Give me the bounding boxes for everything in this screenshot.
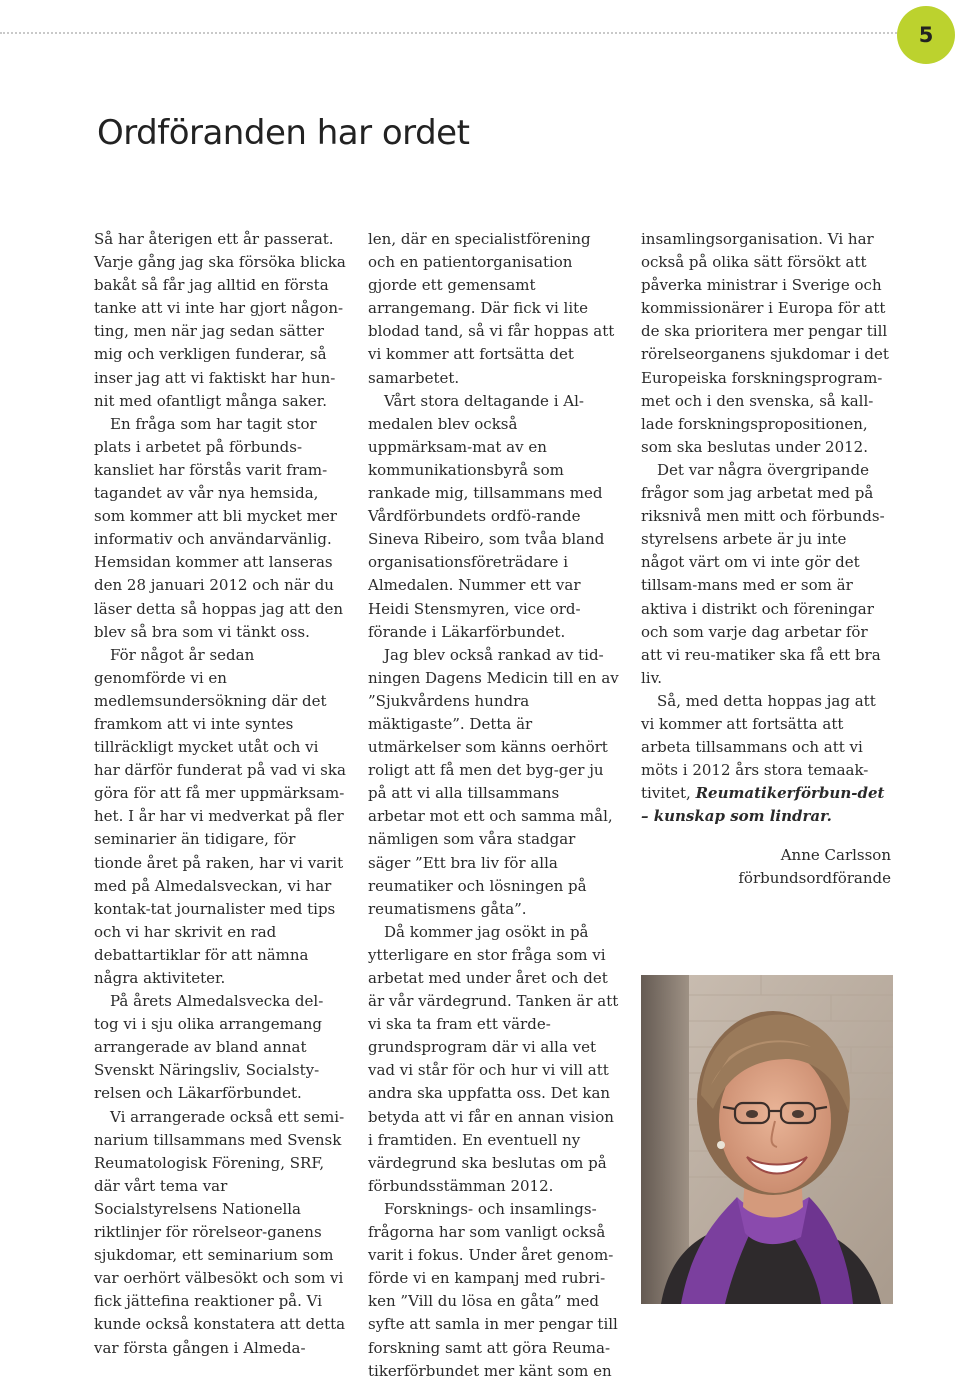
paragraph: Vi arrangerade också ett semi-narium tillsammans med Svensk Reumatologisk Förening, SRF, där vårt tema var Socialstyrelsens Nationella riktlinjer för rörelseor-ganens sjukdomar, ett seminarium som var oerhört välbesökt och som vi fick jättefina reaktioner på. Vi kunde också konstatera att detta var första gången i Almeda- bbox=[94, 1107, 346, 1357]
paragraph bbox=[641, 690, 893, 829]
closing-text: Så, med detta hoppas jag att vi kommer att fortsätta att arbeta tillsammans och att vi möts i 2012 års stora temaak-tivitet, bbox=[641, 691, 876, 803]
paragraph: len, där en specialistförening och en patientorganisation gjorde ett gemensamt arrangemang. Där fick vi lite blodad tand, så vi får hoppas att vi kommer att fortsätta det samarbetet. bbox=[368, 230, 615, 387]
page-number: 5 bbox=[918, 23, 934, 47]
column-3 bbox=[641, 228, 893, 890]
slogan: Reumatikerförbun-det – kunskap som lindrar. bbox=[641, 784, 885, 826]
top-dotted-rule bbox=[0, 32, 904, 34]
signature bbox=[641, 844, 891, 890]
column-2 bbox=[368, 228, 620, 1383]
paragraph: Vårt stora deltagande i Al-medalen blev också uppmärksam-mat av en kommunikationsbyrå som rankade mig, tillsammans med Vårdförbundets ordfö-rande Sineva Ribeiro, som tvåa bland organisationsföreträdare i Almedalen. Nummer ett var Heidi Stensmyren, vice ord-förande i Läkarförbundet. bbox=[368, 391, 605, 641]
paragraph: Det var några övergripande frågor som jag arbetat med på riksnivå men mitt och förbunds-styrelsens arbete är ju inte något värt om vi inte gör det tillsam-mans med er som är aktiva i distrikt och föreningar och som varje dag arbetar för att vi reu-matiker ska få ett bra liv. bbox=[641, 460, 885, 687]
paragraph: Så har återigen ett år passerat. Varje gång jag ska försöka blicka bakåt så får jag alltid en första tanke att vi inte har gjort någon-ting, men när jag sedan sätter mig och verkligen funderar, så inser jag att vi faktiskt har hun-nit med ofantligt många saker. bbox=[94, 230, 346, 410]
paragraph: För något år sedan genomförde vi en medlemsundersökning där det framkom att vi inte syntes tillräckligt mycket utåt och vi har därför funderat på vad vi ska göra för att få mer uppmärksam-het. I år har vi medverkat på fler seminarier än tidigare, för tionde året på raken, har vi varit med på Almedalsveckan, vi har kontak-tat journalister med tips och vi har skrivit en rad debattartiklar för att nämna några aktiviteter. bbox=[94, 645, 346, 987]
paragraph: insamlingsorganisation. Vi har också på olika sätt försökt att påverka ministrar i Sverige och kommissionärer i Europa för att de ska prioritera mer pengar till rörelseorganens sjukdomar i det Europeiska forskningsprogram-met och i den svenska, så kall-lade forskningspropositionen, som ska beslutas under 2012. bbox=[641, 230, 889, 456]
paragraph: Då kommer jag osökt in på ytterligare en stor fråga som vi arbetat med under året och det är vår värdegrund. Tanken är att vi ska ta fram ett värde-grundsprogram där vi alla vet vad vi står för och hur vi vill att andra ska uppfatta oss. Det kan betyda att vi får en annan vision i framtiden. En eventuell ny värdegrund ska beslutas om på förbundsstämman 2012. bbox=[368, 922, 619, 1195]
column-1 bbox=[94, 228, 346, 1360]
paragraph: Forsknings- och insamlings-frågorna har som vanligt också varit i fokus. Under året genom-förde vi en kampanj med rubri-ken ”Vill du lösa en gåta” med syfte att samla in mer pengar till forskning samt att göra Reuma-tikerförbundet mer känt som en bbox=[368, 1199, 618, 1380]
paragraph: Jag blev också rankad av tid-ningen Dagens Medicin till en av ”Sjukvårdens hundra mäktigaste”. Detta är utmärkelser som känns oerhört roligt att få men det byg-ger ju på att vi alla tillsammans arbetar mot ett och samma mål, nämligen som våra stadgar säger ”Ett bra liv för alla reumatiker och lösningen på reumatismens gåta”. bbox=[368, 645, 619, 918]
page-number-badge bbox=[897, 6, 955, 64]
signature-name: Anne Carlsson bbox=[780, 846, 891, 865]
portrait-photo bbox=[641, 975, 893, 1304]
page-title: Ordföranden har ordet bbox=[97, 113, 470, 153]
paragraph: På årets Almedalsvecka del-tog vi i sju olika arrangemang arrangerade av bland annat Svenskt Näringsliv, Socialsty-relsen och Läkarförbundet. bbox=[94, 992, 324, 1103]
paragraph: En fråga som har tagit stor plats i arbetet på förbunds-kansliet har förstås varit fram-tagandet av vår nya hemsida, som kommer att bli mycket mer informativ och användarvänlig. Hemsidan kommer att lanseras den 28 januari 2012 och när du läser detta så hoppas jag att den blev så bra som vi tänkt oss. bbox=[94, 414, 344, 641]
signature-role: förbundsordförande bbox=[738, 869, 891, 888]
